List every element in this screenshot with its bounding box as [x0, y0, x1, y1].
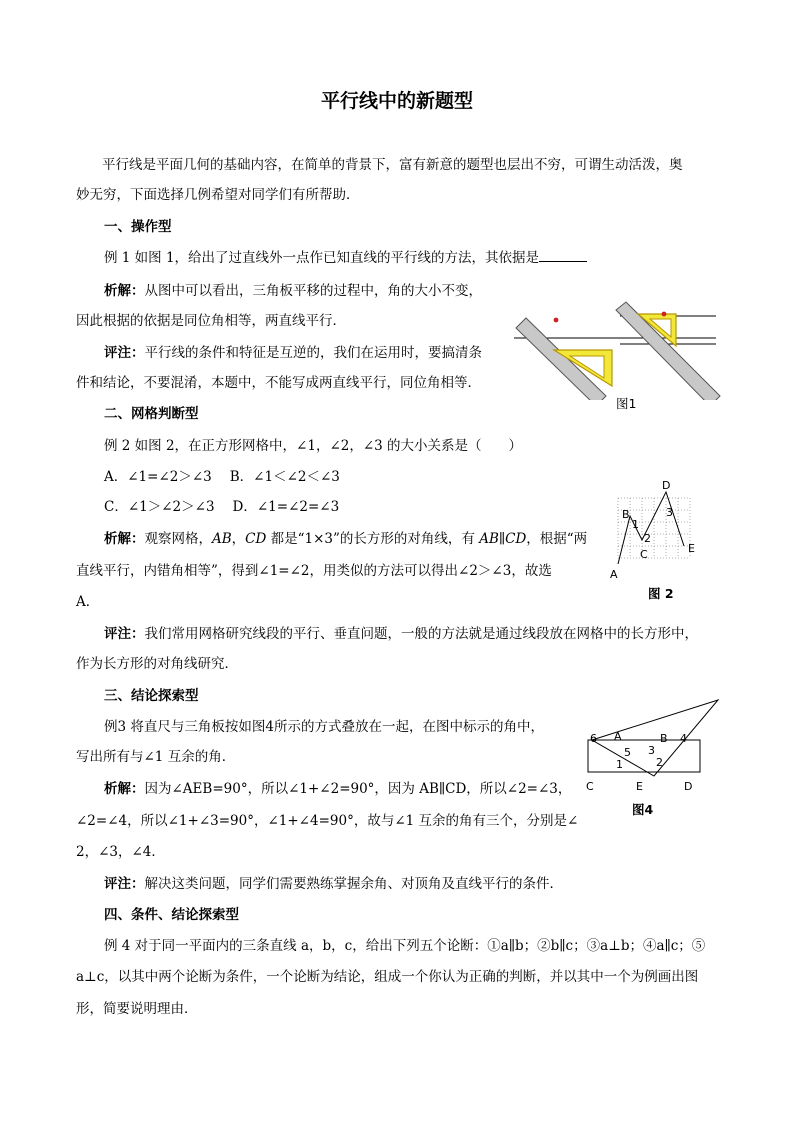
fig4-label-e: E	[636, 780, 643, 793]
intro-line-2: 妙无穷，下面选择几例希望对同学们有所帮助．	[76, 187, 360, 203]
section2-comment-1	[104, 625, 698, 643]
fig4-label-d: D	[684, 780, 693, 793]
intro-line-1: 平行线是平面几何的基础内容，在简单的背景下，富有新意的题型也层出不穷，可谓生动活泼，奥	[102, 157, 683, 173]
option-d: D．∠1=∠2=∠3	[232, 499, 340, 515]
comment-label: 评注：	[104, 345, 145, 361]
section1-analysis-1	[104, 282, 482, 300]
fig2-angle-3: 3	[666, 506, 673, 519]
analysis-text: 都是“1×3”的长方形的对角线，有	[266, 531, 480, 547]
fig4-angle-2: 2	[656, 756, 663, 769]
analysis-label: 析解：	[104, 531, 145, 547]
analysis-text: 观察网格，	[144, 531, 212, 547]
section1-analysis-2: 因此根据的依据是同位角相等，两直线平行．	[76, 313, 346, 329]
figure-2	[610, 478, 702, 580]
point-dot-left	[554, 318, 559, 323]
option-c: C．∠1＞∠2＞∠3	[104, 499, 215, 515]
fig2-label-e: E	[688, 542, 695, 555]
section4-example-2: a⊥c，以其中两个论断为条件，一个论断为结论，组成一个你认为正确的判断，并以其中一个为例画出图	[76, 969, 699, 985]
fig4-label-a: A	[614, 730, 622, 743]
analysis-label: 析解：	[104, 781, 145, 797]
section1-comment-2: 件和结论，不要混淆，本题中，不能写成两直线平行，同位角相等．	[76, 375, 481, 391]
option-b: B．∠1＜∠2＜∠3	[229, 469, 340, 485]
fig2-label-b: B	[622, 508, 630, 521]
comment-label: 评注：	[104, 626, 145, 642]
set-square	[592, 700, 718, 776]
section3-example-2: 写出所有与∠1 互余的角．	[76, 749, 236, 765]
analysis-text: ，根据“两	[526, 531, 588, 547]
figure-1	[508, 300, 728, 400]
section2-example: 例 2 如图 2，在正方形网格中，∠1，∠2，∠3 的大小关系是（ ）	[104, 438, 523, 454]
page-title: 平行线中的新题型	[320, 90, 473, 112]
option-a: A．∠1=∠2＞∠3	[104, 469, 212, 485]
answer-blank	[539, 249, 587, 262]
fig4-label-c: C	[586, 780, 594, 793]
section3-comment	[104, 875, 563, 893]
fig2-label-a: A	[610, 568, 618, 580]
section4-heading: 四、条件、结论探索型	[104, 907, 239, 923]
section2-analysis-2: 直线平行，内错角相等”，得到∠1=∠2，用类似的方法可以得出∠2＞∠3，故选	[76, 563, 552, 579]
section2-analysis-3: A．	[76, 594, 100, 610]
fig2-label-c: C	[640, 548, 648, 561]
section1-comment-1	[104, 344, 482, 362]
figure-1-caption: 图1	[616, 396, 637, 411]
parallel-statement: AB∥CD	[479, 531, 527, 547]
figure-2-caption: 图 2	[648, 586, 674, 601]
analysis-text: 因为∠AEB=90°，所以∠1+∠2=90°，因为 AB∥CD，所以∠2=∠3，	[144, 781, 572, 797]
zigzag-path	[618, 492, 684, 564]
section1-heading: 一、操作型	[104, 219, 172, 235]
section3-heading: 三、结论探索型	[104, 688, 199, 704]
fig2-angle-1: 1	[632, 518, 639, 531]
section3-example-1: 例3 将直尺与三角板按如图4所示的方式叠放在一起，在图中标示的角中，	[104, 719, 544, 735]
fig4-label-b: B	[660, 732, 668, 745]
section3-analysis-3: 2，∠3，∠4．	[76, 844, 165, 860]
analysis-text: ，	[231, 531, 246, 547]
segment-cd: CD	[245, 531, 267, 547]
analysis-text: 从图中可以看出，三角板平移的过程中，角的大小不变，	[144, 283, 482, 299]
fig2-angle-2: 2	[644, 532, 651, 545]
figure-4	[580, 694, 720, 798]
section2-comment-2: 作为长方形的对角线研究．	[76, 656, 238, 672]
section2-heading: 二、网格判断型	[104, 406, 199, 422]
section4-example-1: 例 4 对于同一平面内的三条直线 a，b，c，给出下列五个论断：①a∥b；②b∥c；③a⊥b；④a∥c；⑤	[104, 938, 706, 954]
section3-analysis-2: ∠2=∠4，所以∠1+∠3=90°，∠1+∠4=90°，故与∠1 互余的角有三个，分别是∠	[76, 813, 579, 829]
section3-analysis-1	[104, 780, 571, 798]
fig4-angle-4: 4	[680, 732, 687, 745]
section1-example	[104, 249, 587, 267]
segment-ab: AB	[212, 531, 232, 547]
fig2-label-d: D	[662, 479, 671, 492]
comment-text: 我们常用网格研究线段的平行、垂直问题，一般的方法就是通过线段放在网格中的长方形中，	[144, 626, 698, 642]
figure-4-caption: 图4	[632, 802, 654, 817]
fig4-angle-1: 1	[616, 758, 623, 771]
section2-options-cd	[104, 498, 339, 516]
section4-example-3: 形，简要说明理由．	[76, 1001, 198, 1017]
section1-example-text: 例 1 如图 1，给出了过直线外一点作已知直线的平行线的方法，其依据是	[104, 250, 540, 266]
comment-text: 平行线的条件和特征是互逆的，我们在运用时，要搞清条	[144, 345, 482, 361]
fig4-angle-5: 5	[624, 746, 631, 759]
analysis-label: 析解：	[104, 283, 145, 299]
point-dot-right	[662, 312, 667, 317]
comment-label: 评注：	[104, 876, 145, 892]
fig4-angle-6: 6	[590, 732, 597, 745]
comment-text: 解决这类问题，同学们需要熟练掌握余角、对顶角及直线平行的条件．	[144, 876, 563, 892]
fig4-angle-3: 3	[648, 744, 655, 757]
section2-options-ab	[104, 468, 340, 486]
section2-analysis-1	[104, 530, 587, 548]
